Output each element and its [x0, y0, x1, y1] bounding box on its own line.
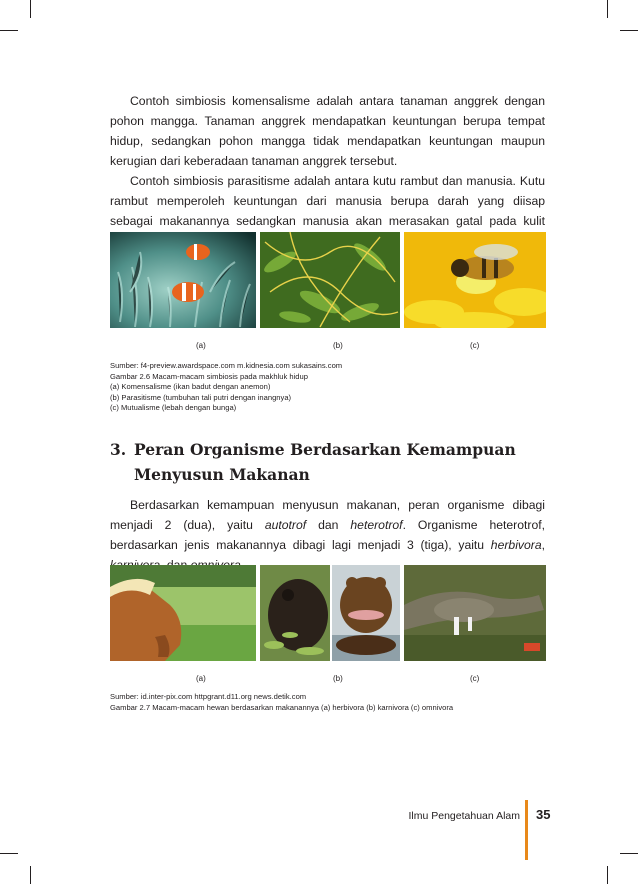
term-heterotrof: heterotrof	[350, 518, 403, 532]
paragraph-peran-organisme: Berdasarkan kemampuan menyusun makanan, peran organisme dibagi menjadi 2 (dua), yaitu autotrof dan heterotrof. Organisme heterotrof, berdasarkan jenis makanannya dibagi lagi menjadi 3 (tiga), yaitu herbivora,	[110, 495, 545, 575]
photo-clownfish-anemone	[110, 232, 256, 328]
figure1-item: (b) Parasitisme (tumbuhan tali putri dengan inangnya)	[110, 392, 292, 402]
figure1-label-b: (b)	[333, 341, 343, 350]
term-autotrof: autotrof	[264, 518, 307, 532]
photo-tali-putri-plant	[260, 232, 400, 328]
figure1-title: Gambar 2.6 Macam-macam simbiosis pada makhluk hidup	[110, 371, 308, 381]
crop-mark	[620, 853, 638, 854]
figure1-label-a: (a)	[196, 341, 206, 350]
paragraph-parasitisme: Contoh simbiosis parasitisme adalah antara kutu rambut dan manusia. Kutu rambut memperoleh keuntungan dari manusia berupa darah yang diisap sebagai makanannya sedangkan manusia akan merasakan gatal pada kulit	[110, 174, 545, 228]
figure2-label-c: (c)	[470, 674, 480, 683]
crop-mark	[607, 0, 608, 18]
crop-mark	[0, 853, 18, 854]
crop-mark	[0, 30, 18, 31]
term-herbivora: herbivora	[490, 538, 542, 552]
photo-bear-carnivore-left	[260, 565, 330, 661]
figure2-title: Gambar 2.7 Macam-macam hewan berdasarkan makanannya (a) herbivora (b) karnivora (c) omnivora	[110, 702, 454, 712]
figure2-label-b: (b)	[333, 674, 343, 683]
figure1-item: (a) Komensalisme (ikan badut dengan anemon)	[110, 382, 271, 391]
section-number: 3.	[110, 440, 127, 459]
footer-book-title: Ilmu Pengetahuan Alam	[408, 810, 520, 822]
crop-mark	[30, 866, 31, 884]
section-title-line2: Menyusun Makanan	[134, 465, 310, 484]
crop-mark	[30, 0, 31, 18]
figure2-label-a: (a)	[196, 674, 206, 683]
crop-mark	[607, 866, 608, 884]
section-title-line1: Peran Organisme Berdasarkan Kemampuan	[134, 440, 516, 459]
figure2-caption	[110, 692, 453, 713]
figure1-source: Sumber: f4-preview.awardspace.com m.kidnesia.com sukasains.com	[110, 361, 343, 370]
page-number: 35	[536, 807, 551, 822]
figure1-item: (c) Mutualisme (lebah dengan bunga)	[110, 403, 237, 412]
figure1-label-c: (c)	[470, 341, 480, 350]
figure1-caption	[110, 361, 342, 414]
figure2-source: Sumber: id.inter-pix.com httpgrant.d11.org news.detik.com	[110, 692, 307, 701]
paragraph-komensalisme: Contoh simbiosis komensalisme adalah antara tanaman anggrek dengan pohon mangga. Tanaman anggrek mendapatkan keuntungan berupa tempat hidup, sedangkan pohon mangga tidak mendapatkan keuntungan maupun kerugian dari keberadaan tanaman anggrek tersebut.	[110, 94, 545, 168]
photo-komodo-omnivore	[404, 565, 546, 661]
photo-bee-flower	[404, 232, 546, 328]
photo-bear-carnivore-right	[332, 565, 400, 661]
section-heading	[110, 437, 516, 487]
photo-horse-herbivore	[110, 565, 256, 661]
footer-accent-bar	[525, 800, 528, 860]
crop-mark	[620, 30, 638, 31]
